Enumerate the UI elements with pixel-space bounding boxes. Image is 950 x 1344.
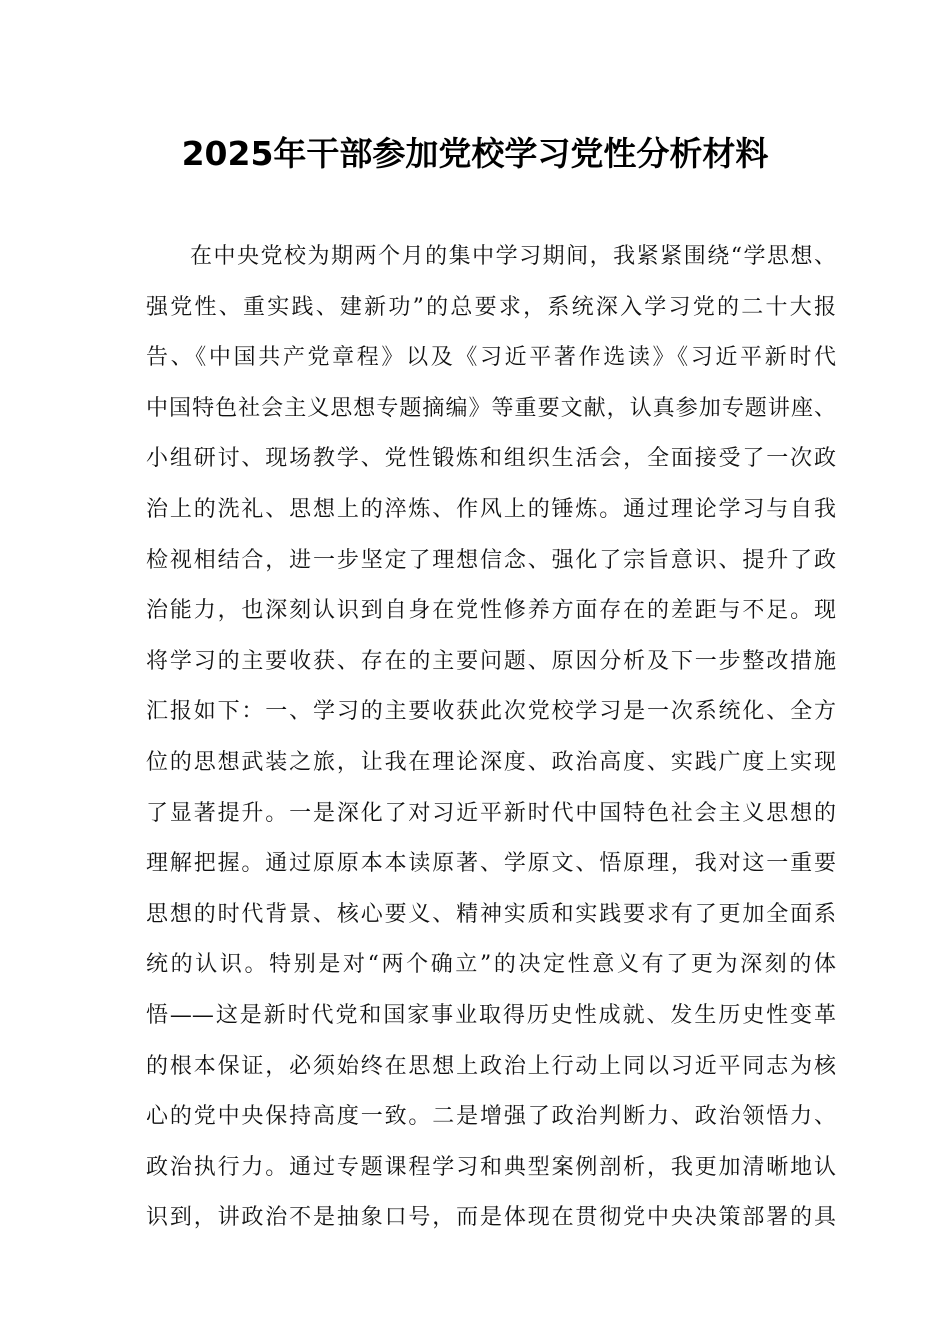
document-body bbox=[146, 232, 836, 1244]
paragraph-line: 位的思想武装之旅，让我在理论深度、政治高度、实践广度上实现 bbox=[146, 749, 836, 775]
paragraph-line: 政治执行力。通过专题课程学习和典型案例剖析，我更加清晰地认 bbox=[146, 1154, 836, 1180]
paragraph-line: 检视相结合，进一步坚定了理想信念、强化了宗旨意识、提升了政 bbox=[146, 547, 836, 573]
paragraph-line: 小组研讨、现场教学、党性锻炼和组织生活会，全面接受了一次政 bbox=[146, 446, 836, 472]
paragraph-line: 的根本保证，必须始终在思想上政治上行动上同以习近平同志为核 bbox=[146, 1053, 836, 1079]
paragraph-line: 告、《中国共产党章程》以及《习近平著作选读》《习近平新时代 bbox=[146, 345, 836, 371]
paragraph-line: 中国特色社会主义思想专题摘编》等重要文献，认真参加专题讲座、 bbox=[146, 395, 836, 421]
paragraph-line: 治上的洗礼、思想上的淬炼、作风上的锤炼。通过理论学习与自我 bbox=[146, 496, 836, 522]
paragraph-line: 治能力，也深刻认识到自身在党性修养方面存在的差距与不足。现 bbox=[146, 598, 836, 624]
paragraph-line: 悟——这是新时代党和国家事业取得历史性成就、发生历史性变革 bbox=[146, 1002, 836, 1028]
paragraph-line: 统的认识。特别是对“两个确立”的决定性意义有了更为深刻的体 bbox=[146, 952, 836, 978]
document-title: 2025年干部参加党校学习党性分析材料 bbox=[181, 134, 769, 173]
paragraph-line: 理解把握。通过原原本本读原著、学原文、悟原理，我对这一重要 bbox=[146, 851, 836, 877]
paragraph-line: 将学习的主要收获、存在的主要问题、原因分析及下一步整改措施 bbox=[146, 648, 836, 674]
paragraph-line: 了显著提升。一是深化了对习近平新时代中国特色社会主义思想的 bbox=[146, 800, 836, 826]
paragraph-line: 心的党中央保持高度一致。二是增强了政治判断力、政治领悟力、 bbox=[146, 1104, 836, 1130]
paragraph-line: 思想的时代背景、核心要义、精神实质和实践要求有了更加全面系 bbox=[146, 901, 836, 927]
paragraph-line: 识到，讲政治不是抽象口号，而是体现在贯彻党中央决策部署的具 bbox=[146, 1205, 836, 1231]
paragraph-line: 强党性、重实践、建新功”的总要求，系统深入学习党的二十大报 bbox=[146, 294, 836, 320]
paragraph-line: 汇报如下：一、学习的主要收获此次党校学习是一次系统化、全方 bbox=[146, 699, 836, 725]
paragraph-line: 在中央党校为期两个月的集中学习期间，我紧紧围绕“学思想、 bbox=[190, 244, 836, 269]
